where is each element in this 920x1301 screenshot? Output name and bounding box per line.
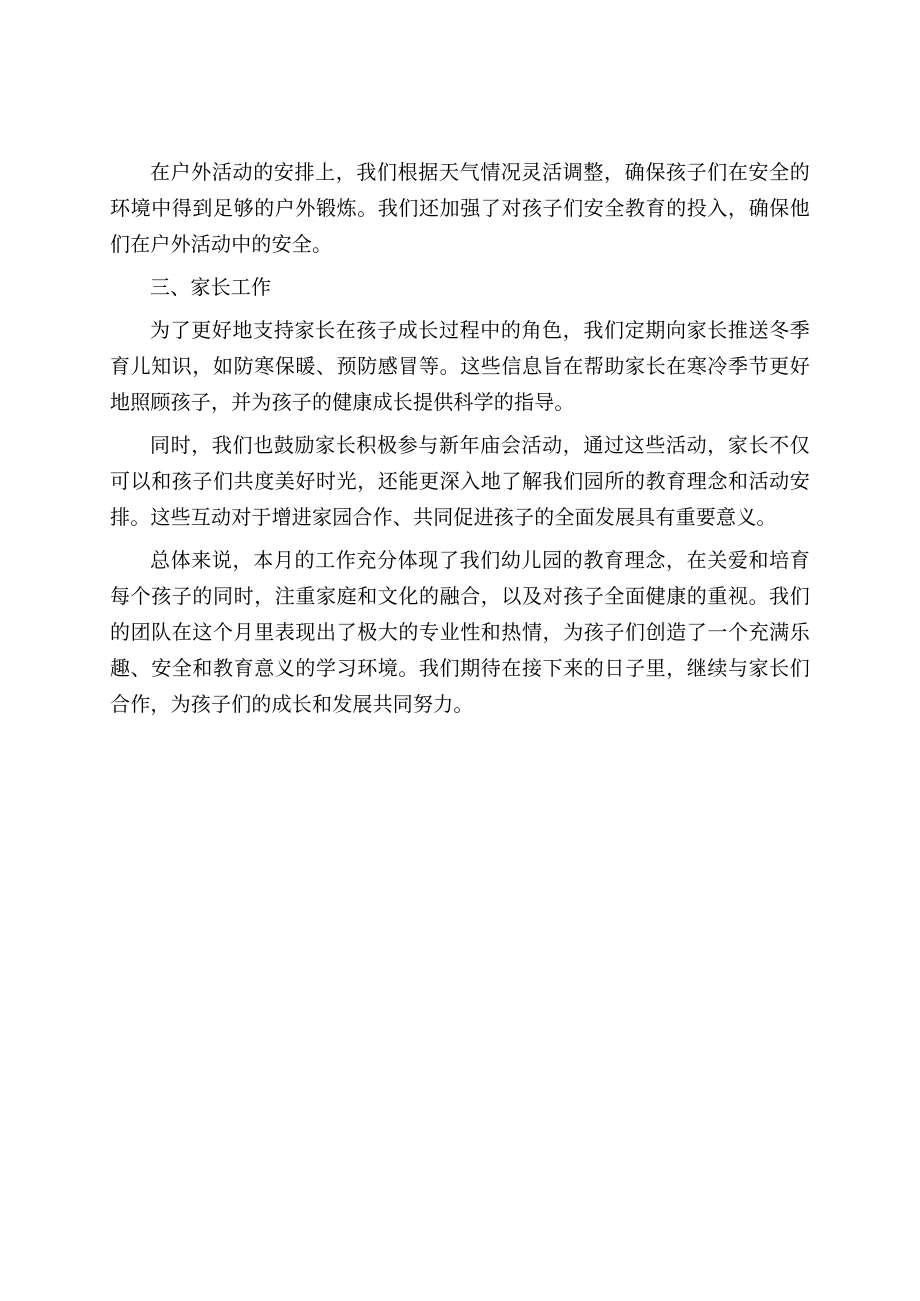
paragraph-new-year-fair: 同时，我们也鼓励家长积极参与新年庙会活动，通过这些活动，家长不仅可以和孩子们共度美好时光，还能更深入地了解我们园所的教育理念和活动安排。这些互动对于增进家园合作、共同促进孩子的全面发展具有重要意义。 (110, 433, 810, 529)
paragraph-outdoor-activities: 在户外活动的安排上，我们根据天气情况灵活调整，确保孩子们在安全的环境中得到足够的户外锻炼。我们还加强了对孩子们安全教育的投入，确保他们在户外活动中的安全。 (110, 160, 810, 256)
paragraph-winter-parenting-knowledge: 为了更好地支持家长在孩子成长过程中的角色，我们定期向家长推送冬季育儿知识，如防寒保暖、预防感冒等。这些信息旨在帮助家长在寒冷季节更好地照顾孩子，并为孩子的健康成长提供科学的指导。 (110, 318, 810, 414)
document-body (110, 154, 810, 729)
paragraph-summary: 总体来说，本月的工作充分体现了我们幼儿园的教育理念，在关爱和培育每个孩子的同时，注重家庭和文化的融合，以及对孩子全面健康的重视。我们的团队在这个月里表现出了极大的专业性和热情，为孩子们创造了一个充满乐趣、安全和教育意义的学习环境。我们期待在接下来的日子里，继续与家长们合作，为孩子们的成长和发展共同努力。 (110, 548, 810, 716)
section-heading-parent-work: 三、家长工作 (150, 275, 272, 299)
